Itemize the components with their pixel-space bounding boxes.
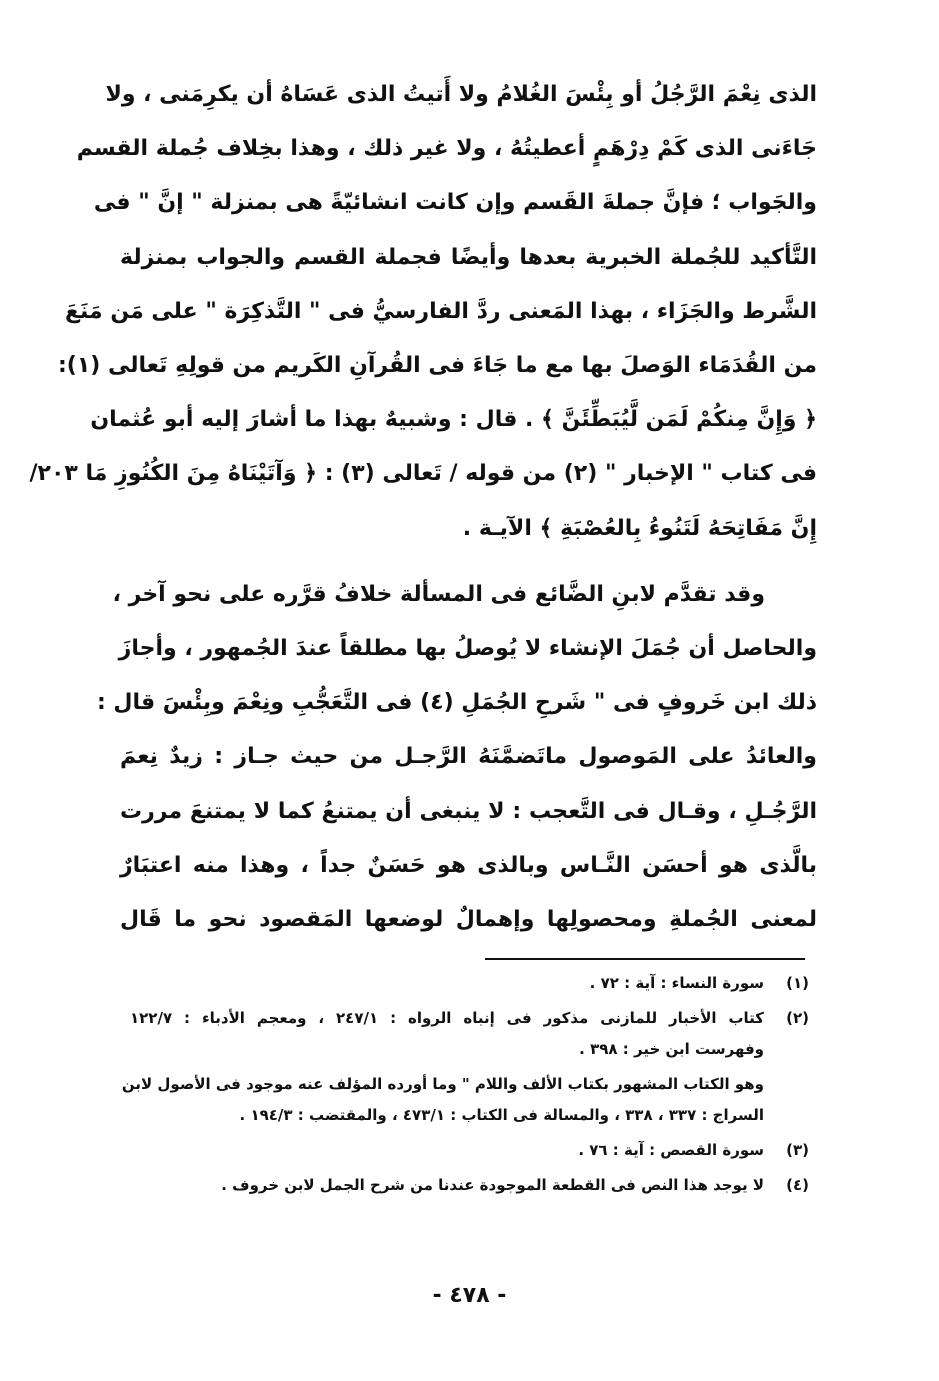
footnote-line: وفهرست ابن خير : ٣٩٨ .	[579, 1040, 764, 1058]
text-line: لمعنى الجُملةِ ومحصولِها وإهمالٌ لوضعها المَقصود نحو ما قَال	[120, 907, 817, 933]
page-number: - ٤٧٨ -	[432, 1283, 507, 1308]
main-text	[29, 68, 817, 947]
footnote-3	[130, 1135, 809, 1166]
footnote-2-continuation	[121, 1069, 809, 1131]
text-line: التَّأكيد للجُملة الخبرية بعدها وأيضًا فجملة القسم والجواب بمنزلة	[120, 244, 817, 270]
footnote-body	[130, 1003, 764, 1065]
text-line: من القُدَمَاء الوَصلَ بها مع ما جَاءَ فى القُرآنِ الكَريم من قولِهِ تَعالى (١):	[57, 353, 817, 379]
text-line: جَاءَنى الذى كَمْ دِرْهَمٍ أعطيتُهُ ، ولا غير ذلك ، وهذا بخِلاف جُملة القسم	[76, 136, 817, 162]
text-line: الشَّرط والجَزَاء ، بهذا المَعنى ردَّ الفارسيُّ فى " التَّذكِرَة " على مَن مَنَعَ	[65, 298, 817, 324]
footnote-body	[122, 1069, 764, 1131]
text-line: بالَّذى هو أحسَن النَّـاس وبالذى هو حَسَنٌ جداً ، وهذا منه اعتبَارٌ	[120, 852, 817, 878]
footnote-number: (٢)	[786, 1009, 809, 1027]
footnote-divider	[485, 958, 805, 960]
footnote-1	[130, 968, 809, 999]
text-line: والجَواب ؛ فإنَّ جملةَ القَسم وإن كانت انشائيّةً هى بمنزلة " إنَّ " فى	[93, 190, 817, 216]
footnote-body	[130, 968, 764, 999]
text-line: ذلك ابن خَروفٍ فى " شَرحِ الجُمَلِ (٤) فى التَّعَجُّبِ ونِعْمَ وبِئْسَ قال :	[96, 690, 817, 716]
footnote-number: (١)	[786, 974, 809, 992]
footnote-line: السراج : ٣٣٧ ، ٣٣٨ ، والمسالة فى الكتاب : ٤٧٣/١ ، والمقتضب : ١٩٤/٣ .	[239, 1106, 764, 1124]
footnotes	[121, 968, 809, 1205]
footnote-4	[130, 1170, 809, 1201]
text-line: الذى نِعْمَ الرَّجُلُ أو بِئْسَ الغُلامُ ولا أَتيتُ الذى عَسَاهُ أن يكرِمَنى ، ولا	[105, 82, 817, 107]
footnote-line: سورة النساء : آية : ٧٢ .	[589, 974, 764, 992]
text-line: إِنَّ مَفَاتِحَهُ لَتَنُوءُ بِالعُصْبَةِ ﴾ الآيـة .	[462, 515, 817, 541]
text-line: فى كتاب " الإخبار " (٢) من قوله / تَعالى (٣) : ﴿ وَآتَيْنَاهُ مِنَ الكُنُوزِ مَا ٢٠٣/	[29, 461, 817, 487]
text-line: وقد تقدَّم لابنِ الضَّائع فى المسألة خلافُ قرَّره على نحو آخر ،	[112, 581, 765, 607]
footnote-line: وهو الكتاب المشهور بكتاب الألف واللام " وما أورده المؤلف عنه موجود فى الأصول لابن	[121, 1075, 764, 1093]
text-line: والحاصل أن جُمَلَ الإنشاء لا يُوصلُ بها مطلقاً عندَ الجُمهور ، وأجازَ	[118, 636, 817, 662]
footnote-2	[130, 1003, 809, 1065]
footnote-line: كتاب الأخبار للمازنى مذكور فى إنباه الرواه : ٢٤٧/١ ، ومعجم الأدباء : ١٢٢/٧	[130, 1009, 765, 1027]
text-line: والعائدُ على المَوصول ماتَضمَّنَهُ الرَّجـل من حيث جـاز : زيدٌ نِعمَ	[120, 744, 817, 770]
text-line: الرَّجُـلِ ، وقـال فى التَّعجب : لا ينبغى أن يمتنعُ كما لا يمتنعَ مررت	[120, 798, 817, 824]
footnote-line: لا يوجد هذا النص فى القطعة الموجودة عندنا من شرح الجمل لابن خروف .	[221, 1176, 764, 1194]
text-line: ﴿ وَإِنَّ مِنكُمْ لَمَن لَّيُبَطِّئَنَّ ﴾ . قال : وشبيهٌ بهذا ما أشارَ إليه أبو عُثمان	[90, 407, 817, 433]
footnote-body	[130, 1135, 764, 1166]
footnote-body	[130, 1170, 764, 1201]
paragraph-gap	[120, 556, 817, 568]
footnote-number: (٣)	[786, 1141, 809, 1159]
footnote-number: (٤)	[786, 1176, 809, 1194]
footnote-line: سورة القصص : آية : ٧٦ .	[578, 1141, 764, 1159]
